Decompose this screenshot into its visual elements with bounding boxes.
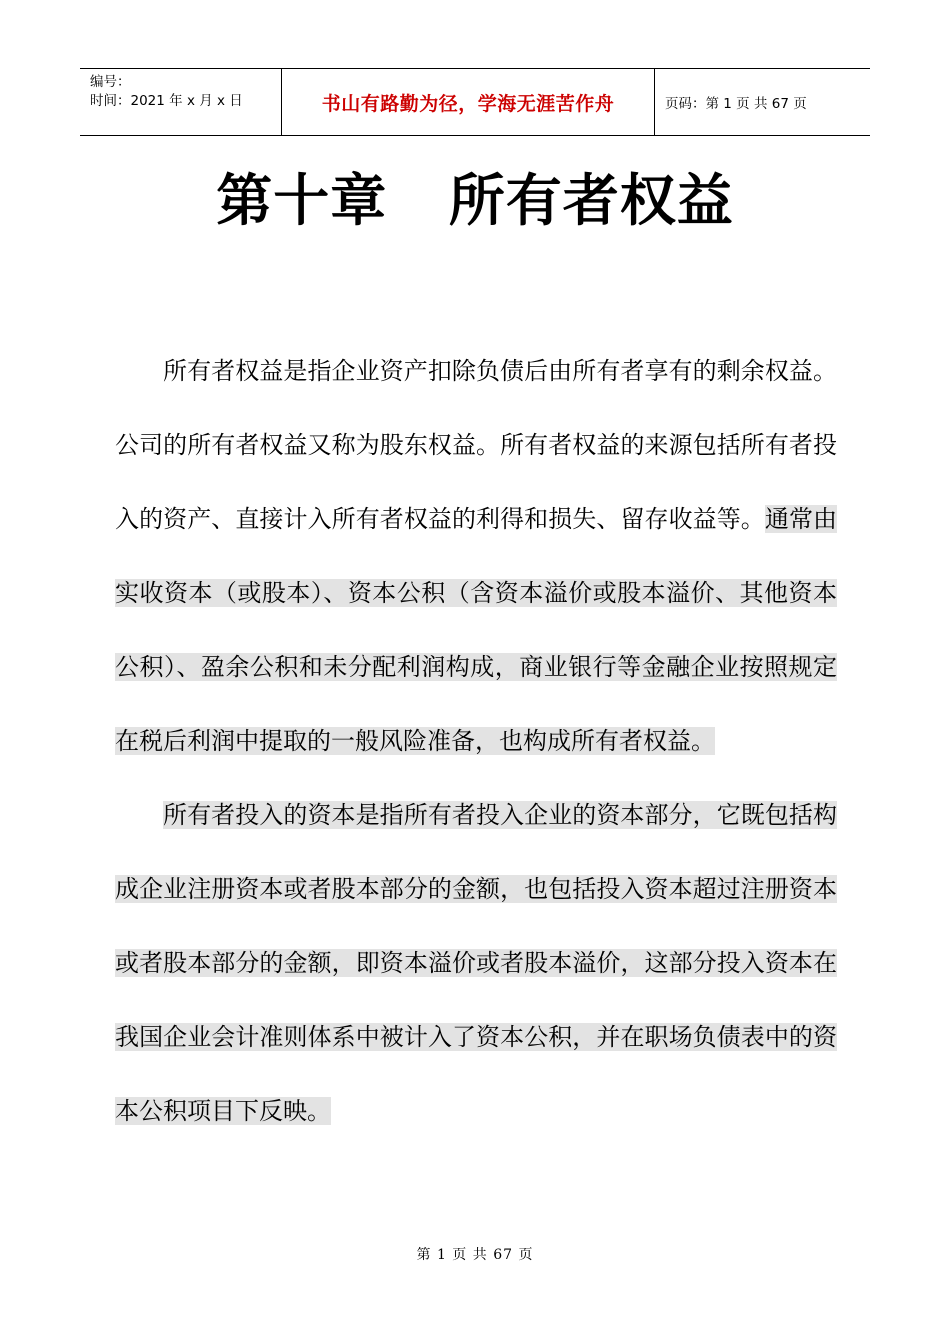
header-page-info: 页码：第 1 页 共 67 页 [665,96,807,112]
chapter-title: 第十章 所有者权益 [216,169,734,234]
paragraph-2 [115,778,837,1148]
paragraph-2-highlight: 所有者投入的资本是指所有者投入企业的资本部分，它既包括构成企业注册资本或者股本部分的金额，也包括投入资本超过注册资本或者股本部分的金额，即资本溢价或者股本溢价，这部分投入资本在我国企业会计准则体系中被计入了资本公积，并在职场负债表中的资本公积项目下反映。 [115,801,837,1125]
paragraph-1 [115,334,837,778]
paragraph-1-highlight: 通常由实收资本（或股本）、资本公积（含资本溢价或股本溢价、其他资本公积）、盈余公积和未分配利润构成，商业银行等金融企业按照规定在税后利润中提取的一般风险准备，也构成所有者权益。 [115,505,838,755]
header-meta [80,69,281,135]
time-label: 时间：2021 年 x 月 x 日 [90,93,243,109]
paragraph-1-text: 所有者权益是指企业资产扣除负债后由所有者享有的剩余权益。公司的所有者权益又称为股东权益。所有者权益的来源包括所有者投入的资产、直接计入所有者权益的利得和损失、留存收益等。 [115,357,837,533]
document-header [80,68,870,136]
body-text [115,334,837,1148]
page-footer: 第 1 页 共 67 页 [416,1247,534,1263]
number-label: 编号： [90,74,131,90]
header-motto: 书山有路勤为径，学海无涯苦作舟 [281,69,655,135]
